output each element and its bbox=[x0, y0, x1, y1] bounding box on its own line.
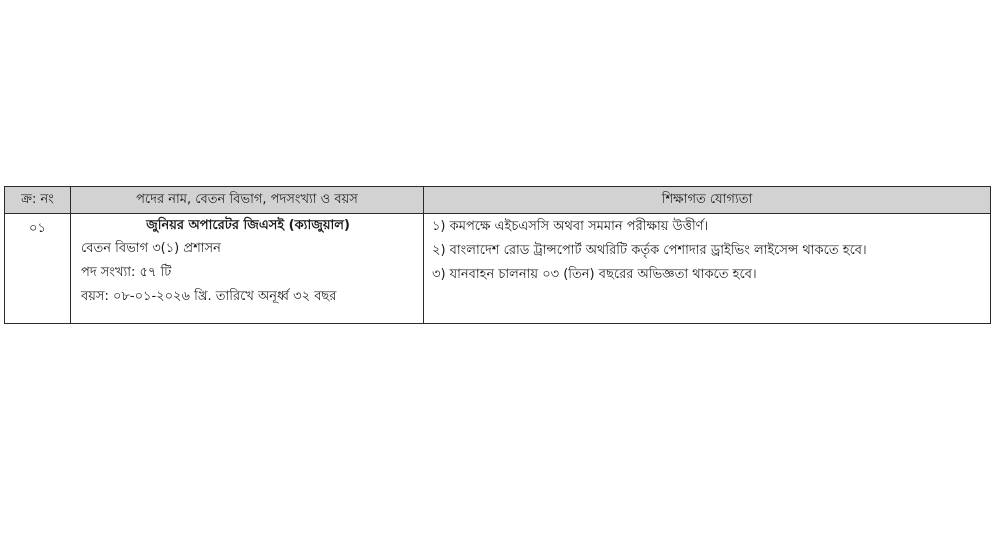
header-qualification: শিক্ষাগত যোগ্যতা bbox=[424, 187, 991, 214]
post-details-cell bbox=[71, 214, 424, 324]
header-post: পদের নাম, বেতন বিভাগ, পদসংখ্যা ও বয়স bbox=[71, 187, 424, 214]
post-title: জুনিয়র অপারেটর জিএসই (ক্যাজুয়াল) bbox=[146, 218, 350, 233]
post-count: পদ সংখ্যা: ৫৭ টি bbox=[81, 265, 172, 280]
qualification-item: ২) বাংলাদেশ রোড ট্রান্সপোর্ট অথরিটি কর্তৃক পেশাদার ড্রাইভিং লাইসেন্স থাকতে হবে। bbox=[432, 243, 867, 258]
table-row bbox=[5, 214, 991, 324]
qualification-cell bbox=[424, 214, 991, 324]
age-limit: বয়স: ০৮-০১-২০২৬ খ্রি. তারিখে অনূর্ধ্ব ৩২ বছর bbox=[81, 289, 337, 304]
qualification-item: ৩) যানবাহন চালনায় ০৩ (তিন) বছরের অভিজ্ঞতা থাকতে হবে। bbox=[432, 267, 757, 282]
qualification-item: ১) কমপক্ষে এইচএসসি অথবা সমমান পরীক্ষায় উত্তীর্ণ। bbox=[432, 219, 709, 234]
job-circular-table bbox=[4, 186, 991, 324]
table-header-row bbox=[5, 187, 991, 214]
header-serial: ক্র: নং bbox=[5, 187, 71, 214]
pay-grade: বেতন বিভাগ ৩(১) প্রশাসন bbox=[81, 241, 221, 256]
row-serial: ০১ bbox=[5, 214, 71, 324]
